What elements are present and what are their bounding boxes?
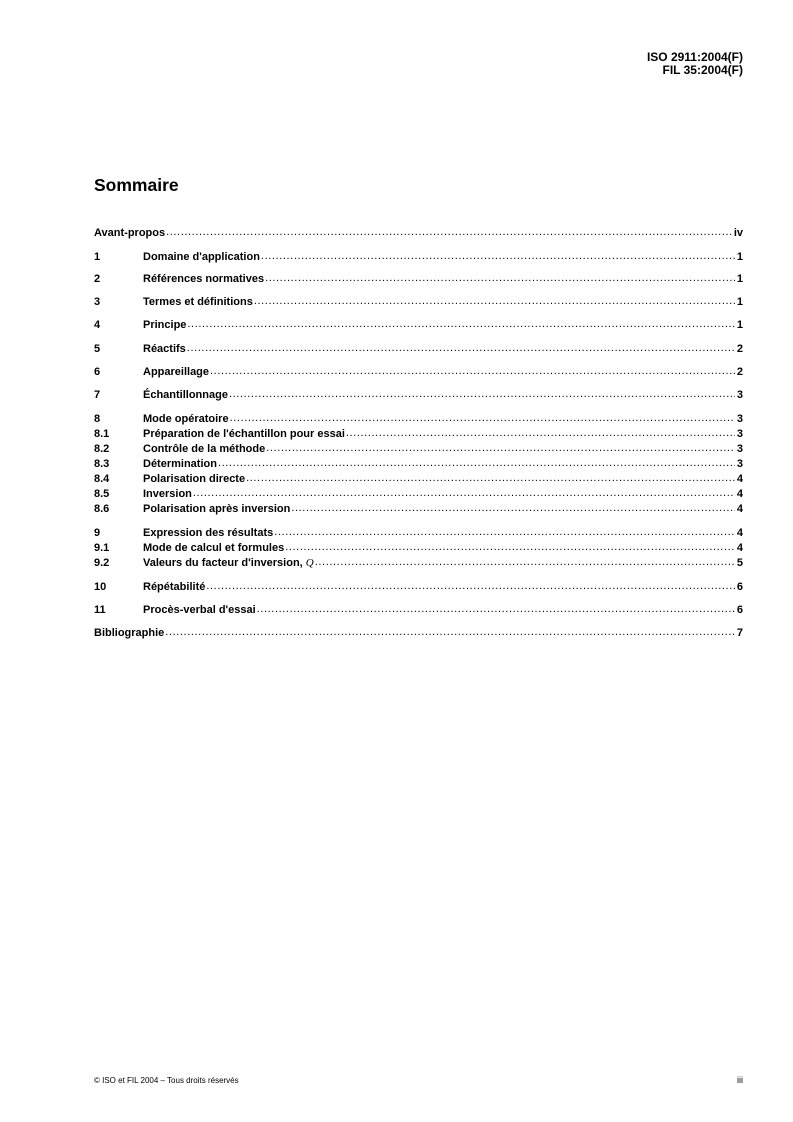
toc-entry[interactable] <box>94 250 743 264</box>
toc-entry-symbol: Q <box>305 557 314 569</box>
toc-dot-leader <box>206 580 735 593</box>
toc-entry-number: 8.2 <box>94 443 110 455</box>
toc-entry-page: 1 <box>736 251 743 263</box>
toc-entry-label <box>143 319 186 332</box>
iso-reference: ISO 2911:2004(F) <box>646 50 743 64</box>
toc-entry-page: 2 <box>736 343 743 355</box>
toc-entry-label-text: Valeurs du facteur d'inversion, <box>143 557 306 569</box>
toc-entry-page: 6 <box>736 604 743 616</box>
toc-entry-page: 3 <box>736 413 743 425</box>
toc-entry-number: 8.3 <box>94 458 110 470</box>
toc-entry-number: 1 <box>94 251 101 263</box>
toc-entry-page: 4 <box>736 488 743 500</box>
toc-entry-number: 4 <box>94 319 101 331</box>
toc-entry[interactable] <box>94 541 743 555</box>
toc-entry-number: 8.4 <box>94 473 110 485</box>
toc-entry-page: 3 <box>736 458 743 470</box>
toc-dot-leader <box>229 388 735 401</box>
toc-dot-leader <box>265 272 735 285</box>
copyright-notice: © ISO et FIL 2004 – Tous droits réservés <box>94 1076 239 1085</box>
toc-entry-page: 2 <box>736 366 743 378</box>
toc-entry-number: 6 <box>94 366 101 378</box>
toc-dot-leader <box>166 226 733 239</box>
toc-entry-label <box>143 542 284 555</box>
toc-entry[interactable] <box>94 580 743 594</box>
toc-dot-leader <box>266 442 735 455</box>
toc-entry-page: 3 <box>736 443 743 455</box>
toc-dot-leader <box>261 250 735 263</box>
page-title: Sommaire <box>94 175 179 195</box>
toc-entry-page: 4 <box>736 527 743 539</box>
toc-entry-label <box>143 366 209 379</box>
toc-entry-number: 11 <box>94 604 106 616</box>
toc-entry-label-text: Appareillage <box>143 366 210 378</box>
toc-entry-number: 9 <box>94 527 101 539</box>
toc-entry-label-text: Avant-propos <box>94 227 166 239</box>
toc-entry-label-text: Domaine d'application <box>143 251 260 263</box>
toc-entry-number: 5 <box>94 343 101 355</box>
toc-entry-label-text: Principe <box>143 319 187 331</box>
toc-entry-label-text: Réactifs <box>143 343 186 355</box>
toc-entry-label <box>143 557 314 570</box>
toc-entry-label <box>143 473 245 486</box>
toc-entry-number: 7 <box>94 389 101 401</box>
toc-entry[interactable] <box>94 226 743 240</box>
toc-entry-number: 8 <box>94 413 101 425</box>
toc-dot-leader <box>210 365 735 378</box>
toc-entry[interactable] <box>94 427 743 441</box>
toc-entry[interactable] <box>94 272 743 286</box>
toc-entry-label <box>143 443 265 456</box>
toc-dot-leader <box>187 318 735 331</box>
toc-entry-label-text: Inversion <box>143 488 192 500</box>
toc-entry-label <box>94 627 164 640</box>
toc-dot-leader <box>187 342 735 355</box>
toc-dot-leader <box>315 556 735 569</box>
toc-entry-page: 7 <box>736 627 743 639</box>
toc-entry-number: 9.2 <box>94 557 110 569</box>
toc-entry-label-text: Mode de calcul et formules <box>143 542 285 554</box>
toc-entry-page: 3 <box>736 389 743 401</box>
toc-dot-leader <box>291 502 735 515</box>
toc-entry-page: 4 <box>736 503 743 515</box>
toc-entry-label-text: Détermination <box>143 458 217 470</box>
toc-entry-label <box>143 503 290 516</box>
toc-entry-page: 3 <box>736 428 743 440</box>
toc-entry[interactable] <box>94 342 743 356</box>
toc-entry-label-text: Polarisation directe <box>143 473 246 485</box>
toc-entry[interactable] <box>94 626 743 640</box>
toc-dot-leader <box>254 295 735 308</box>
toc-dot-leader <box>285 541 735 554</box>
toc-dot-leader <box>246 472 735 485</box>
toc-entry-label-text: Préparation de l'échantillon pour essai <box>143 428 345 440</box>
toc-entry-number: 9.1 <box>94 542 110 554</box>
toc-entry-label <box>143 296 253 309</box>
toc-dot-leader <box>274 526 735 539</box>
toc-entry-label-text: Références normatives <box>143 273 265 285</box>
toc-entry-label <box>94 227 165 240</box>
toc-entry[interactable] <box>94 412 743 426</box>
toc-entry-label <box>143 581 205 594</box>
toc-entry-page: 5 <box>736 557 743 569</box>
toc-dot-leader <box>218 457 735 470</box>
toc-dot-leader <box>230 412 735 425</box>
toc-entry-label <box>143 604 256 617</box>
toc-entry-page: 6 <box>736 581 743 593</box>
toc-entry-label <box>143 251 260 264</box>
toc-entry-label <box>143 527 273 540</box>
toc-entry-number: 8.6 <box>94 503 110 515</box>
toc-dot-leader <box>165 626 735 639</box>
toc-entry-page: iv <box>733 227 743 239</box>
toc-entry-page: 1 <box>736 273 743 285</box>
toc-entry[interactable] <box>94 472 743 486</box>
toc-entry[interactable] <box>94 502 743 516</box>
toc-entry-label-text: Polarisation après inversion <box>143 503 291 515</box>
toc-dot-leader <box>257 603 735 616</box>
page-number: iii <box>737 1075 743 1085</box>
toc-entry-number: 2 <box>94 273 101 285</box>
toc-entry[interactable] <box>94 442 743 456</box>
toc-entry[interactable] <box>94 526 743 540</box>
toc-entry[interactable] <box>94 457 743 471</box>
toc-entry-label-text: Bibliographie <box>94 627 165 639</box>
toc-entry[interactable] <box>94 295 743 309</box>
toc-entry-page: 1 <box>736 319 743 331</box>
toc-dot-leader <box>193 487 735 500</box>
toc-entry[interactable] <box>94 487 743 501</box>
fil-reference: FIL 35:2004(F) <box>662 63 743 77</box>
toc-entry-page: 1 <box>736 296 743 308</box>
toc-entry-label <box>143 428 345 441</box>
toc-entry-number: 3 <box>94 296 101 308</box>
toc-entry-label-text: Répétabilité <box>143 581 206 593</box>
toc-entry-label <box>143 413 229 426</box>
toc-entry-label-text: Contrôle de la méthode <box>143 443 266 455</box>
toc-entry[interactable] <box>94 556 743 570</box>
toc-dot-leader <box>346 427 735 440</box>
toc-entry-label-text: Échantillonnage <box>143 389 228 401</box>
toc-entry[interactable] <box>94 388 743 402</box>
toc-entry-label <box>143 343 186 356</box>
document-identifier <box>647 51 743 77</box>
toc-entry-page: 4 <box>736 542 743 554</box>
toc-entry[interactable] <box>94 318 743 332</box>
toc-entry-label-text: Mode opératoire <box>143 413 229 425</box>
toc-entry-number: 10 <box>94 581 107 593</box>
toc-entry-label <box>143 488 192 501</box>
toc-entry-page: 4 <box>736 473 743 485</box>
toc-entry-number: 8.5 <box>94 488 110 500</box>
toc-entry-label <box>143 389 228 402</box>
toc-entry[interactable] <box>94 603 743 617</box>
toc-entry-label-text: Expression des résultats <box>143 527 274 539</box>
toc-entry[interactable] <box>94 365 743 379</box>
toc-entry-number: 8.1 <box>94 428 110 440</box>
toc-entry-label <box>143 273 264 286</box>
toc-entry-label-text: Procès-verbal d'essai <box>143 604 256 616</box>
toc-entry-label <box>143 458 217 471</box>
toc-entry-label-text: Termes et définitions <box>143 296 253 308</box>
